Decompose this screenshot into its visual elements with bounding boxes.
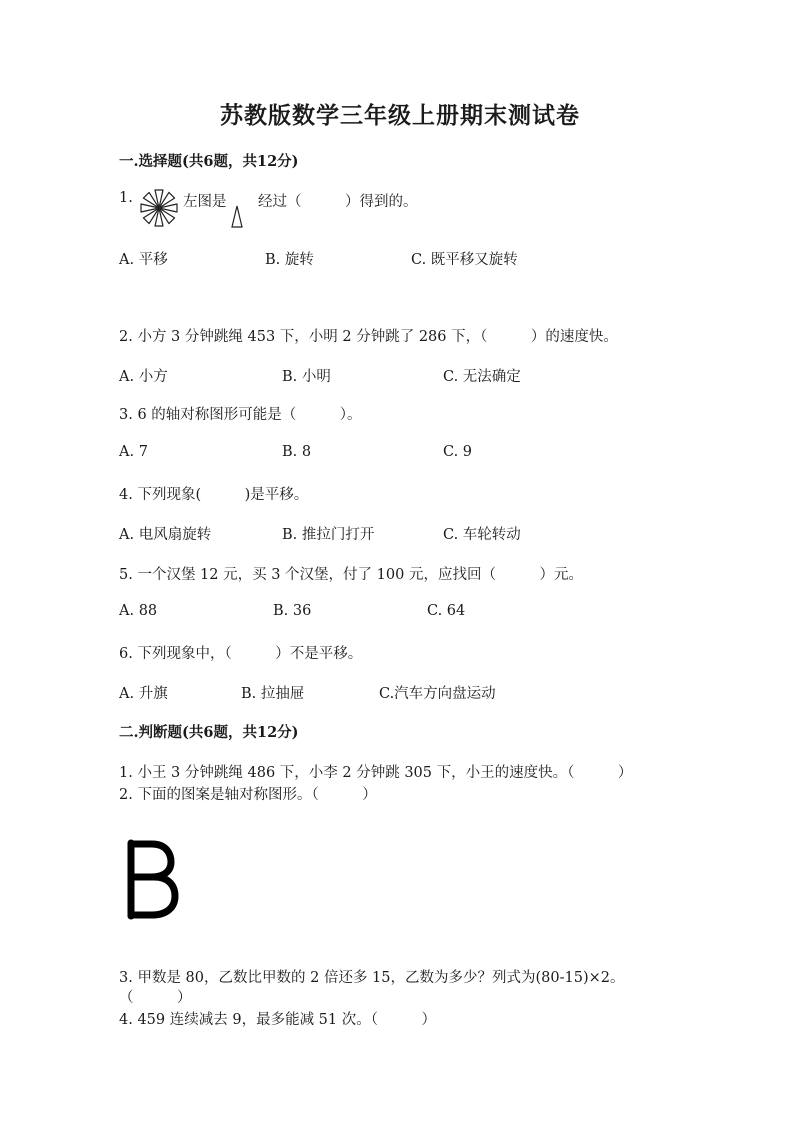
option-c: C.汽车方向盘运动 (379, 686, 496, 702)
section-heading-judgment: 二.判断题(共6题，共12分) (119, 724, 299, 741)
judgment-2: 2. 下面的图案是轴对称图形。（ ） (119, 787, 377, 803)
option-c: C. 无法确定 (443, 369, 521, 385)
pinwheel-figure (137, 186, 181, 230)
judgment-3: 3. 甲数是 80，乙数比甲数的 2 倍还多 15，乙数为多少？列式为(80-15)×2。 (119, 970, 625, 986)
option-c: C. 64 (427, 603, 466, 619)
question-1-prefix: 1. (119, 190, 133, 206)
option-b: B. 拉抽屉 (241, 686, 305, 702)
judgment-4: 4. 459 连续减去 9，最多能减 51 次。（ ） (119, 1012, 436, 1028)
option-a: A. 88 (119, 603, 158, 619)
option-b: B. 8 (282, 444, 312, 460)
question-3: 3. 6 的轴对称图形可能是（ ）。 (119, 407, 362, 423)
option-a: A. 平移 (119, 252, 168, 268)
section-heading-choice: 一.选择题(共6题，共12分) (119, 153, 299, 170)
option-a: A. 小方 (119, 369, 168, 385)
question-4: 4. 下列现象( )是平移。 (119, 487, 309, 503)
question-1-text-a: 左图是 (183, 194, 227, 210)
question-1-text-b: 经过（ ）得到的。 (258, 194, 418, 210)
question-6: 6. 下列现象中，（ ）不是平移。 (119, 646, 363, 662)
option-c: C. 既平移又旋转 (411, 252, 518, 268)
option-b: B. 小明 (282, 369, 331, 385)
judgment-3-answer-blank: （ ） (119, 990, 192, 1006)
option-b: B. 36 (273, 603, 312, 619)
letter-b-figure (122, 838, 182, 922)
option-c: C. 9 (443, 444, 473, 460)
triangle-figure (230, 205, 244, 229)
option-a: A. 升旗 (119, 686, 168, 702)
option-b: B. 旋转 (265, 252, 314, 268)
page-title: 苏教版数学三年级上册期末测试卷 (220, 102, 580, 129)
option-a: A. 7 (119, 444, 148, 460)
option-c: C. 车轮转动 (443, 527, 521, 543)
question-5: 5. 一个汉堡 12 元，买 3 个汉堡，付了 100 元，应找回（ ）元。 (119, 567, 583, 583)
judgment-1: 1. 小王 3 分钟跳绳 486 下，小李 2 分钟跳 305 下，小王的速度快。（ ） (119, 765, 633, 781)
question-2: 2. 小方 3 分钟跳绳 453 下，小明 2 分钟跳了 286 下，（ ）的速度快。 (119, 329, 618, 345)
option-b: B. 推拉门打开 (282, 527, 375, 543)
option-a: A. 电风扇旋转 (119, 527, 212, 543)
